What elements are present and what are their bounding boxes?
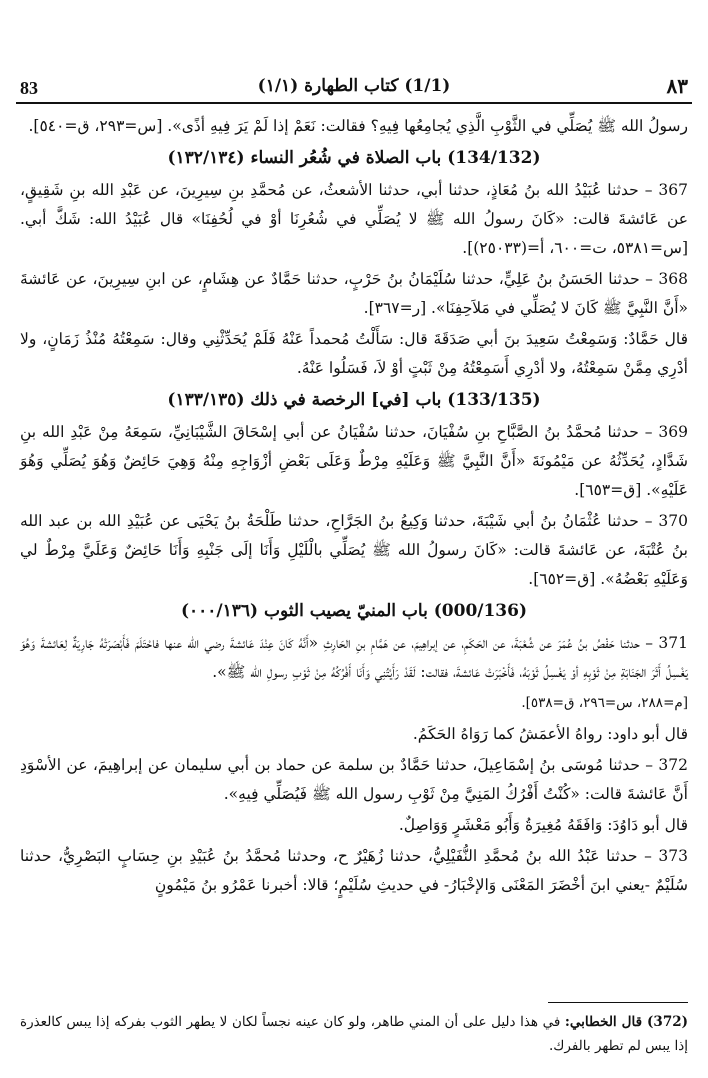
main-text: [20, 112, 688, 902]
chapter-heading-135: (133/135) باب [في] الرخصة في ذلك (١٣٣/١٣٥): [167, 390, 541, 410]
footnote-label: (372) قال الخطابي:: [564, 1014, 688, 1030]
continued-paragraph: رسولُ الله ﷺ يُصَلِّي في الثَّوْبِ الَّذِي يُجامِعُها فِيهِ؟ فقالت: نَعَمْ إذا لَمْ يَرَ فِيهِ أذًى». [س=٢٩٣، ق=٥٤٠].: [28, 117, 688, 135]
footnote-text: في هذا دليل على أن المني طاهر، ولو كان عينه نجساً لكان لا يطهر الثوب بفركه إذا يبس كالعذرة إذا يبس لم تطهر بالفرك.: [20, 1014, 688, 1054]
hadith-371-reference: [م=٢٨٨، س=٢٩٦، ق=٥٣٨].: [521, 695, 688, 711]
hadith-369: 369 – حدثنا مُحمَّدُ بنُ الصَّبَّاحِ بنِ سُفْيَانَ، حدثنا سُفْيَانُ عن أبي إسْحَاقَ الشَّيْبَانِيِّ، سَمِعَهُ مِنْ عَبْدِ الله بنِ شَدَّادٍ، يُحَدِّثُهُ عن مَيْمُونَةَ «أَنَّ النَّبِيَّ ﷺ وَعَلَيْهِ مِرْطٌ وَعَلَى بَعْضِ أزْوَاجِهِ مِنْهُ وَهِيَ حَائِضٌ وَهُوَ يُصَلِّي وَهُوَ عَلَيْهِ». [ق=٦٥٣].: [20, 423, 688, 499]
hadith-368-comment: قال حَمَّادٌ: وَسَمِعْتُ سَعِيدَ بنَ أبي صَدَقَةَ قال: سَأَلْتُ مُحمداً عَنْهُ فَلَمْ يُحَدِّثْنِي وقال: سَمِعْتُهُ مُنْذُ زَمَانٍ، ولا أدْرِي مِمَّنْ سَمِعْتُهُ، ولا أدْرِي أَسَمِعْتُهُ مِنْ ثَبْتٍ أوْ لاَ، فَسَلُوا عَنْهُ.: [20, 330, 688, 377]
page-header: [16, 74, 692, 104]
hadith-371: 371 – حدثنا حَفْصُ بنُ عُمَرَ عن شُعْبَةَ، عن الحَكَمِ، عن إبراهِيمَ، عن هَمَّامِ بنِ الحَارِثِ «أَنَّهُ كَانَ عِنْدَ عَائشةَ رضي الله عنها فاحْتَلَمَ فَأَبْصَرَتْهُ جَارِيَةٌ لِعَائشةَ وَهُوَ يَغْسِلُ أَثَرَ الجَنَابَةِ مِنْ ثَوْبِهِ أوْ يَغْسِلُ ثَوْبَهُ، فَأَخْبَرَتْ عَائشةَ، فقالت: لَقَدْ رَأَيْتُنِي وَأَنَا أَفْرُكُهُ مِنْ ثَوْبِ رسولِ الله ﷺ».: [20, 634, 688, 681]
hadith-372-comment: قال أبو دَاوُدَ: وَافَقَهُ مُغِيرَةُ وَأَبُو مَعْشَرٍ وَوَاصِلٌ.: [398, 816, 688, 834]
hadith-367: 367 – حدثنا عُبَيْدُ الله بنُ مُعَاذٍ، حدثنا أبي، حدثنا الأشعثُ، عن مُحمَّدِ بنِ سِيرِينَ، عن عَبْدِ الله بنِ شَقِيقٍ، عن عَائشةَ قالت: «كَانَ رسولُ الله ﷺ لا يُصَلِّي في شُعُرِنَا أوْ في لُحُفِنَا» قال عُبَيْدُ الله: شَكَّ أبي. [س=٥٣٨١، ت=٦٠٠، أ=(٢٥٠٣٣)].: [20, 181, 688, 257]
footnote-divider: [548, 1002, 688, 1003]
hadith-368: 368 – حدثنا الحَسَنُ بنُ عَلِيٍّ، حدثنا سُلَيْمَانُ بنُ حَرْبٍ، حدثنا حَمَّادٌ عن هِشَامٍ، عن ابنِ سِيرِينَ، عن عَائشةَ «أَنَّ النَّبِيَّ ﷺ كَانَ لا يُصَلِّي في مَلاَحِفِنَا». [ر=٣٦٧].: [20, 270, 688, 317]
page-number-arabic: ٨٣: [666, 74, 688, 98]
hadith-373: 373 – حدثنا عَبْدُ الله بنُ مُحمَّدِ النُّفَيْلِيُّ، حدثنا زُهَيْرٌ ح، وحدثنا مُحمَّدُ بنُ عُبَيْدِ بنِ حِسَابٍ البَصْرِيُّ، حدثنا سُلَيْمٌ -يعني ابنَ أخْضَرَ المَعْنَى وَالإخْبَارُ- في حديثِ سُلَيْمٍ؛ قالا: أخبرنا عَمْرُو بنُ مَيْمُونٍ: [20, 847, 688, 894]
chapter-heading-134: (134/132) باب الصلاة في شُعُر النساء (١٣٢/١٣٤): [167, 148, 541, 168]
page-number-latin: 83: [20, 78, 38, 98]
footnote: [20, 1010, 688, 1058]
chapter-heading-136: (000/136) باب المنيّ يصيب الثوب (٠٠٠/١٣٦): [180, 601, 528, 621]
hadith-370: 370 – حدثنا عُثْمَانُ بنُ أبي شَيْبَةَ، حدثنا وَكِيعُ بنُ الجَرَّاحِ، حدثنا طَلْحَةُ بنُ يَحْيَى عن عُبَيْدِ الله بن عبد الله بنُ عُتْبَةَ، عن عَائشةَ قالت: «كَانَ رسولُ الله ﷺ يُصَلِّي بالْلَيْلِ وَأَنَا إلَى جَنْبِهِ وَأَنَا حَائِضٌ وَعَلَيَّ مِرْطٌ لي وَعَلَيْهِ بَعْضُهُ». [ق=٦٥٢].: [20, 512, 688, 588]
running-title: (1/1) كتاب الطهارة (١/١): [257, 76, 451, 96]
hadith-372: 372 – حدثنا مُوسَى بنُ إسْمَاعِيلَ، حدثنا حَمَّادٌ بن سلمة عن حماد بن أبي سليمان عن إبراهِيمَ، عن الأسْوَدِ أَنَّ عَائشةَ قالت: «كُنْتُ أَفْرُكُ المَنِيَّ مِنْ ثَوْبِ رسول الله ﷺ فَيُصَلِّي فِيهِ».: [20, 756, 688, 803]
hadith-371-comment: قال أبو داود: رواهُ الأعمَشُ كما رَوَاهُ الحَكَمُ.: [412, 725, 688, 743]
